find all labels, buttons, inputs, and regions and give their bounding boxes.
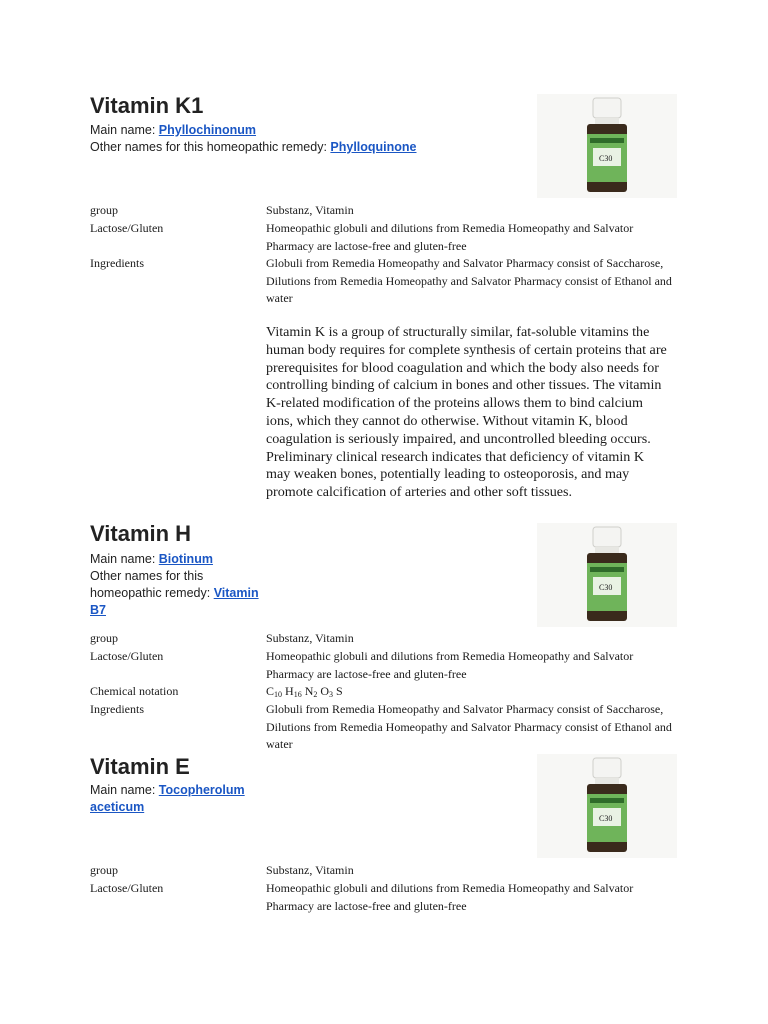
- property-row-group: [90, 630, 680, 648]
- remedy-meta: [90, 551, 262, 619]
- bottle-label: C30: [599, 814, 613, 823]
- bottle-label: C30: [599, 154, 613, 163]
- remedy-bottle-image: [537, 754, 677, 858]
- property-label: group: [90, 863, 118, 877]
- property-value: Substanz, Vitamin: [266, 203, 354, 217]
- remedy-meta: [90, 782, 262, 816]
- remedy-bottle-image: [537, 94, 677, 198]
- remedy-title: Vitamin E: [90, 754, 190, 779]
- property-row-lactose: [90, 880, 680, 915]
- property-value: Globuli from Remedia Homeopathy and Salvator Pharmacy consist of Saccharose, Dilutions from Remedia Homeopathy and Salvator Pharmacy consist of Ethanol and water: [266, 256, 672, 306]
- main-name-label: Main name:: [90, 123, 159, 137]
- property-value: Homeopathic globuli and dilutions from Remedia Homeopathy and Salvator Pharmacy are lactose-free and gluten-free: [266, 649, 634, 681]
- property-value: Globuli from Remedia Homeopathy and Salvator Pharmacy consist of Saccharose, Dilutions from Remedia Homeopathy and Salvator Pharmacy consist of Ethanol and water: [266, 702, 672, 752]
- property-row-group: [90, 862, 680, 880]
- main-name-link[interactable]: Phyllochinonum: [158, 123, 257, 137]
- property-label: Ingredients: [90, 702, 144, 716]
- other-names-label: Other names for this homeopathic remedy:: [90, 569, 214, 600]
- other-names-label: Other names for this homeopathic remedy:: [90, 140, 331, 154]
- property-row-lactose: [90, 648, 680, 683]
- chemical-formula: $C_{10}$ $H_{16}$ $N_2$ $O_3$ S: [266, 684, 343, 699]
- property-value: Substanz, Vitamin: [266, 863, 354, 877]
- property-row-ingredients: [90, 255, 680, 308]
- property-label: group: [90, 203, 118, 217]
- main-name-label: Main name:: [90, 783, 159, 797]
- remedy-meta: [90, 122, 490, 156]
- property-label: Lactose/Gluten: [90, 221, 164, 235]
- property-label: Chemical notation: [90, 684, 179, 698]
- property-label: Lactose/Gluten: [90, 881, 164, 895]
- remedy-title: Vitamin H: [90, 521, 192, 546]
- remedy-title: Vitamin K1: [90, 93, 204, 118]
- main-name-link[interactable]: Biotinum: [158, 552, 213, 566]
- remedy-bottle-image: [537, 523, 677, 627]
- main-name-label: Main name:: [90, 552, 159, 566]
- remedy-description: Vitamin K is a group of structurally similar, fat-soluble vitamins the human body requires for complete synthesis of certain proteins that are prerequisites for blood coagulation and which the body also needs for controlling binding of calcium in bones and other tissues. The vitamin K-related modification of the proteins allows them to bind calcium ions, which they cannot do otherwise. Without vitamin K, blood coagulation is seriously impaired, and uncontrolled bleeding occurs. Preliminary clinical research indicates that deficiency of vitamin K may weaken bones, potentially leading to osteoporosis, and may promote calcification of arteries and other soft tissues.: [266, 324, 667, 501]
- other-name-link[interactable]: Phylloquinone: [330, 140, 417, 154]
- bottle-label: C30: [599, 583, 613, 592]
- property-value: Homeopathic globuli and dilutions from Remedia Homeopathy and Salvator Pharmacy are lactose-free and gluten-free: [266, 221, 634, 253]
- main-name-link[interactable]: Tocopherolum aceticum: [90, 783, 245, 814]
- property-value: Substanz, Vitamin: [266, 631, 354, 645]
- other-name-link[interactable]: Vitamin B7: [90, 586, 259, 617]
- property-row-group: [90, 202, 680, 220]
- property-row-ingredients: [90, 701, 680, 754]
- property-label: Ingredients: [90, 256, 144, 270]
- property-row-lactose: [90, 220, 680, 255]
- property-value: Homeopathic globuli and dilutions from Remedia Homeopathy and Salvator Pharmacy are lactose-free and gluten-free: [266, 881, 634, 913]
- property-label: group: [90, 631, 118, 645]
- property-label: Lactose/Gluten: [90, 649, 164, 663]
